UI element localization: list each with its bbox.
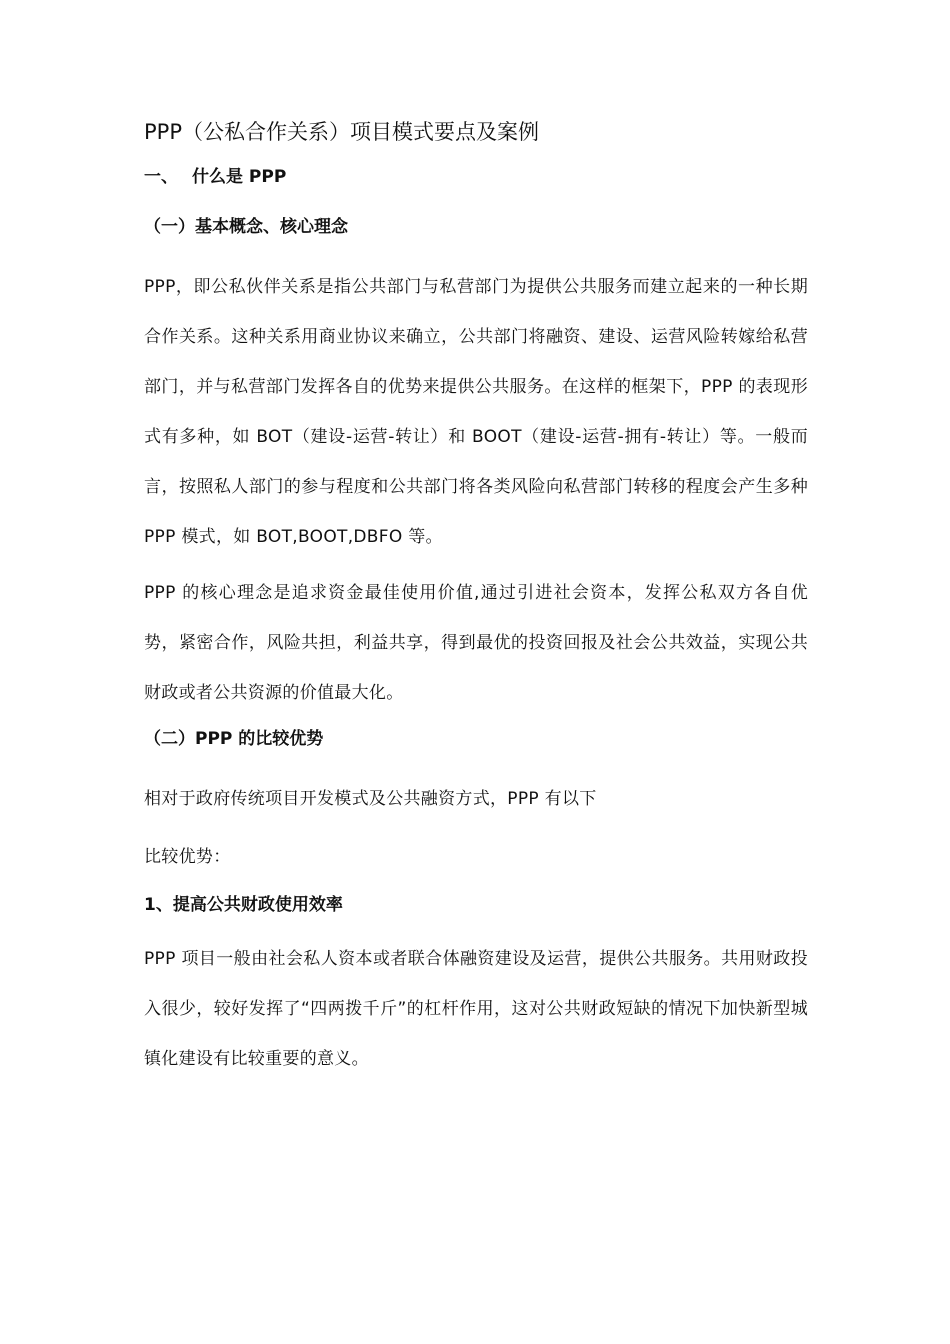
- paragraph-core-idea: PPP 的核心理念是追求资金最佳使用价值,通过引进社会资本，发挥公私双方各自优势，紧密合作，风险共担，利益共享，得到最优的投资回报及社会公共效益，实现公共财政或者公共资源的价值最大化。: [144, 583, 808, 703]
- document-page: [144, 114, 808, 1084]
- section-title: 什么是 PPP: [192, 167, 287, 187]
- document-title: PPP（公私合作关系）项目模式要点及案例: [144, 120, 539, 144]
- paragraph-efficiency: PPP 项目一般由社会私人资本或者联合体融资建设及运营，提供公共服务。共用财政投入很少，较好发挥了“四两拨千斤”的杠杆作用，这对公共财政短缺的情况下加快新型城镇化建设有比较重要的意义。: [144, 949, 808, 1069]
- subsection-heading-1: （一）基本概念、核心理念: [144, 217, 348, 237]
- point-heading-1: 1、提高公共财政使用效率: [144, 895, 343, 915]
- subsection-heading-2: （二）PPP 的比较优势: [144, 729, 324, 749]
- paragraph-concept: PPP，即公私伙伴关系是指公共部门与私营部门为提供公共服务而建立起来的一种长期合作关系。这种关系用商业协议来确立，公共部门将融资、建设、运营风险转嫁给私营部门，并与私营部门发挥各自的优势来提供公共服务。在这样的框架下，PPP 的表现形式有多种，如 BOT（建设-运营-转让）和 BOOT（建设-运营-拥有-转让）等。一般而言，按照私人部门的参与程度和公共部门将各类风险向私营部门转移的程度会产生多种 PPP 模式，如 BOT,BOOT,DBFO 等。: [144, 277, 808, 547]
- section-heading: [144, 162, 808, 192]
- paragraph-advantage-intro: 相对于政府传统项目开发模式及公共融资方式，PPP 有以下: [144, 789, 597, 809]
- section-number: 一、: [144, 167, 178, 187]
- paragraph-advantage-label: 比较优势：: [144, 847, 231, 867]
